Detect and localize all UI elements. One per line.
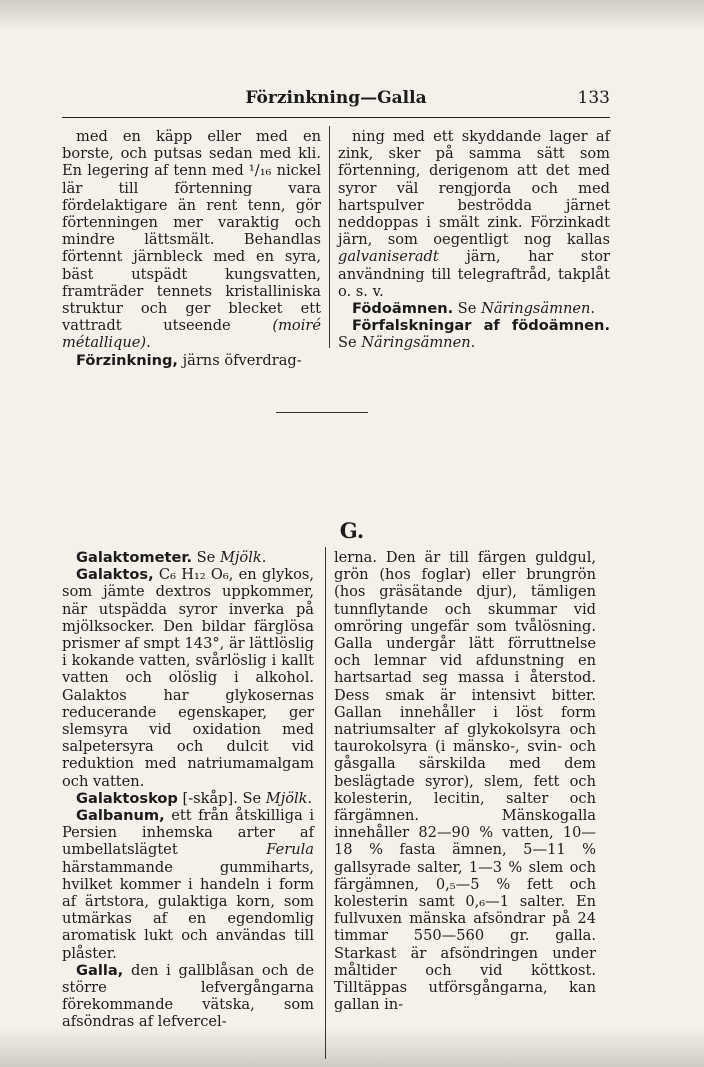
entry-headword: Förfalskningar af födoämnen. bbox=[352, 317, 610, 335]
entry-text: järns öfverdrag- bbox=[177, 351, 302, 369]
page-number: 133 bbox=[577, 88, 610, 108]
entry-headword: Förzinkning, bbox=[76, 351, 178, 369]
entry-text: med en käpp eller med en borste, och putsas sedan med kli. En legering af tenn med ¹/₁₆ nickel lär till förtenning vara fördelaktigare än rent tenn, gör förtenningen mer varaktig och mindre lättsmält. Behandlas förtennt järnbleck med en syra, bäst utspädt kungsvatten, framträder tennets kristalliniska struktur och ger blecket ett vattradt utseende bbox=[62, 128, 321, 335]
entry-tail: . bbox=[590, 300, 596, 318]
top-left-column bbox=[62, 128, 321, 369]
page-edge-bottom bbox=[0, 1027, 704, 1067]
entry-headword: Födoämnen. bbox=[352, 300, 454, 318]
paragraph bbox=[62, 566, 314, 790]
bottom-right-column bbox=[334, 549, 596, 1013]
header-rule bbox=[62, 117, 610, 118]
paragraph bbox=[62, 790, 314, 807]
entry-headword: Galbanum, bbox=[76, 807, 165, 825]
entry-italic: galvaniseradt bbox=[338, 248, 439, 266]
entry-headword: Galaktos, bbox=[76, 566, 154, 584]
paragraph bbox=[338, 300, 610, 317]
bottom-left-column bbox=[62, 549, 314, 1031]
entry-text: ett från åtskilliga i Persien inhemska arter af umbellatslägtet bbox=[62, 807, 314, 859]
entry-text: Se bbox=[338, 334, 362, 352]
paragraph bbox=[62, 962, 314, 1031]
page-edge-top bbox=[0, 0, 704, 30]
entry-headword: Galaktoskop bbox=[76, 789, 178, 807]
entry-italic: Mjölk bbox=[265, 789, 308, 807]
entry-italic: (moiré métallique) bbox=[62, 317, 321, 352]
entry-text: den i gallblåsan och de större lefvergångarna förekommande vätska, som afsöndras af lefvercel- bbox=[62, 961, 314, 1031]
entry-italic: Näringsämnen bbox=[361, 334, 471, 352]
column-divider-bottom bbox=[325, 547, 326, 1059]
entry-headword: Galla, bbox=[76, 961, 124, 979]
paragraph bbox=[62, 352, 321, 369]
entry-tail: järn, har stor användning till telegraftråd, takplåt o. s. v. bbox=[338, 248, 610, 300]
section-letter: G. bbox=[339, 518, 365, 543]
header-title: Förzinkning—Galla bbox=[245, 88, 427, 108]
entry-text: ning med ett skyddande lager af zink, sker på samma sätt som förtenning, derigenom att det med syror väl rengjorda och med hartspulver beströdda järnet neddoppas i smält zink. Förzinkadt järn, som oegentligt nog kallas bbox=[338, 128, 610, 249]
entry-italic: Näringsämnen bbox=[481, 300, 591, 318]
paragraph bbox=[338, 128, 610, 300]
entry-tail: . bbox=[146, 334, 151, 352]
paragraph bbox=[338, 317, 610, 351]
entry-text: C₆ H₁₂ O₆, en glykos, som jämte dextros uppkommer, när utspädda syror inverka på mjölksocker. Den bildar färglösa prismer af smpt 143°, är lättlöslig i kokande vatten, svårlöslig i kallt vatten och olöslig i alkohol. Galaktos har glykosernas reducerande egenskaper, ger slemsyra vid oxidation med salpetersyra och dulcit vid reduktion med natriumamalgam och vatten. bbox=[62, 566, 314, 790]
entry-tail: . bbox=[261, 549, 267, 566]
entry-tail: härstammande gummiharts, hvilket kommer i handeln i form af ärtstora, gulaktiga korn, som utmärkas af en egendomlig aromatisk lukt och användas till plåster. bbox=[62, 858, 314, 962]
entry-headword: Galaktometer. bbox=[76, 549, 193, 566]
paragraph bbox=[62, 807, 314, 962]
entry-text: [-skåp]. Se bbox=[177, 789, 266, 807]
top-right-column bbox=[338, 128, 610, 352]
paragraph bbox=[62, 128, 321, 352]
paragraph bbox=[62, 549, 314, 566]
entry-text: lerna. Den är till färgen guldgul, grön (hos foglar) eller brungrön (hos gräsätande djur), tämligen tunnflytande och skummar vid omröring ungefär som tvålösning. Galla undergår lätt förruttnelse och lemnar vid afdunstning en hartsartad seg massa i återstod. Dess smak är intensivt bitter. Gallan innehåller i löst form natriumsalter af glykokolsyra och taurokolsyra (i mänsko-, svin- och gåsgalla särskilda med dem beslägtade syror), slem, fett och kolesterin, lecitin, salter och färgämnen. Mänskogalla innehåller 82—90 % vatten, 10—18 % fasta ämnen, 5—11 % gallsyrade salter, 1—3 % slem och färgämnen, 0,₅—5 % fett och kolesterin samt 0,₆—1 salter. En fullvuxen mänska afsöndrar på 24 timmar 550—560 gr. galla. Starkast är afsöndringen under måltider och vid köttkost. Tilltäppas utförsgångarna, kan gallan in- bbox=[334, 549, 596, 1014]
entry-tail: . bbox=[307, 789, 313, 807]
entry-italic: Mjölk bbox=[219, 549, 262, 566]
entry-tail: . bbox=[470, 334, 476, 352]
entry-text: Se bbox=[192, 549, 220, 566]
running-header bbox=[62, 88, 610, 114]
entry-italic: Ferula bbox=[266, 841, 314, 859]
section-separator bbox=[276, 412, 368, 413]
entry-text: Se bbox=[453, 300, 482, 318]
column-divider-top bbox=[329, 126, 330, 348]
paragraph bbox=[334, 549, 596, 1013]
